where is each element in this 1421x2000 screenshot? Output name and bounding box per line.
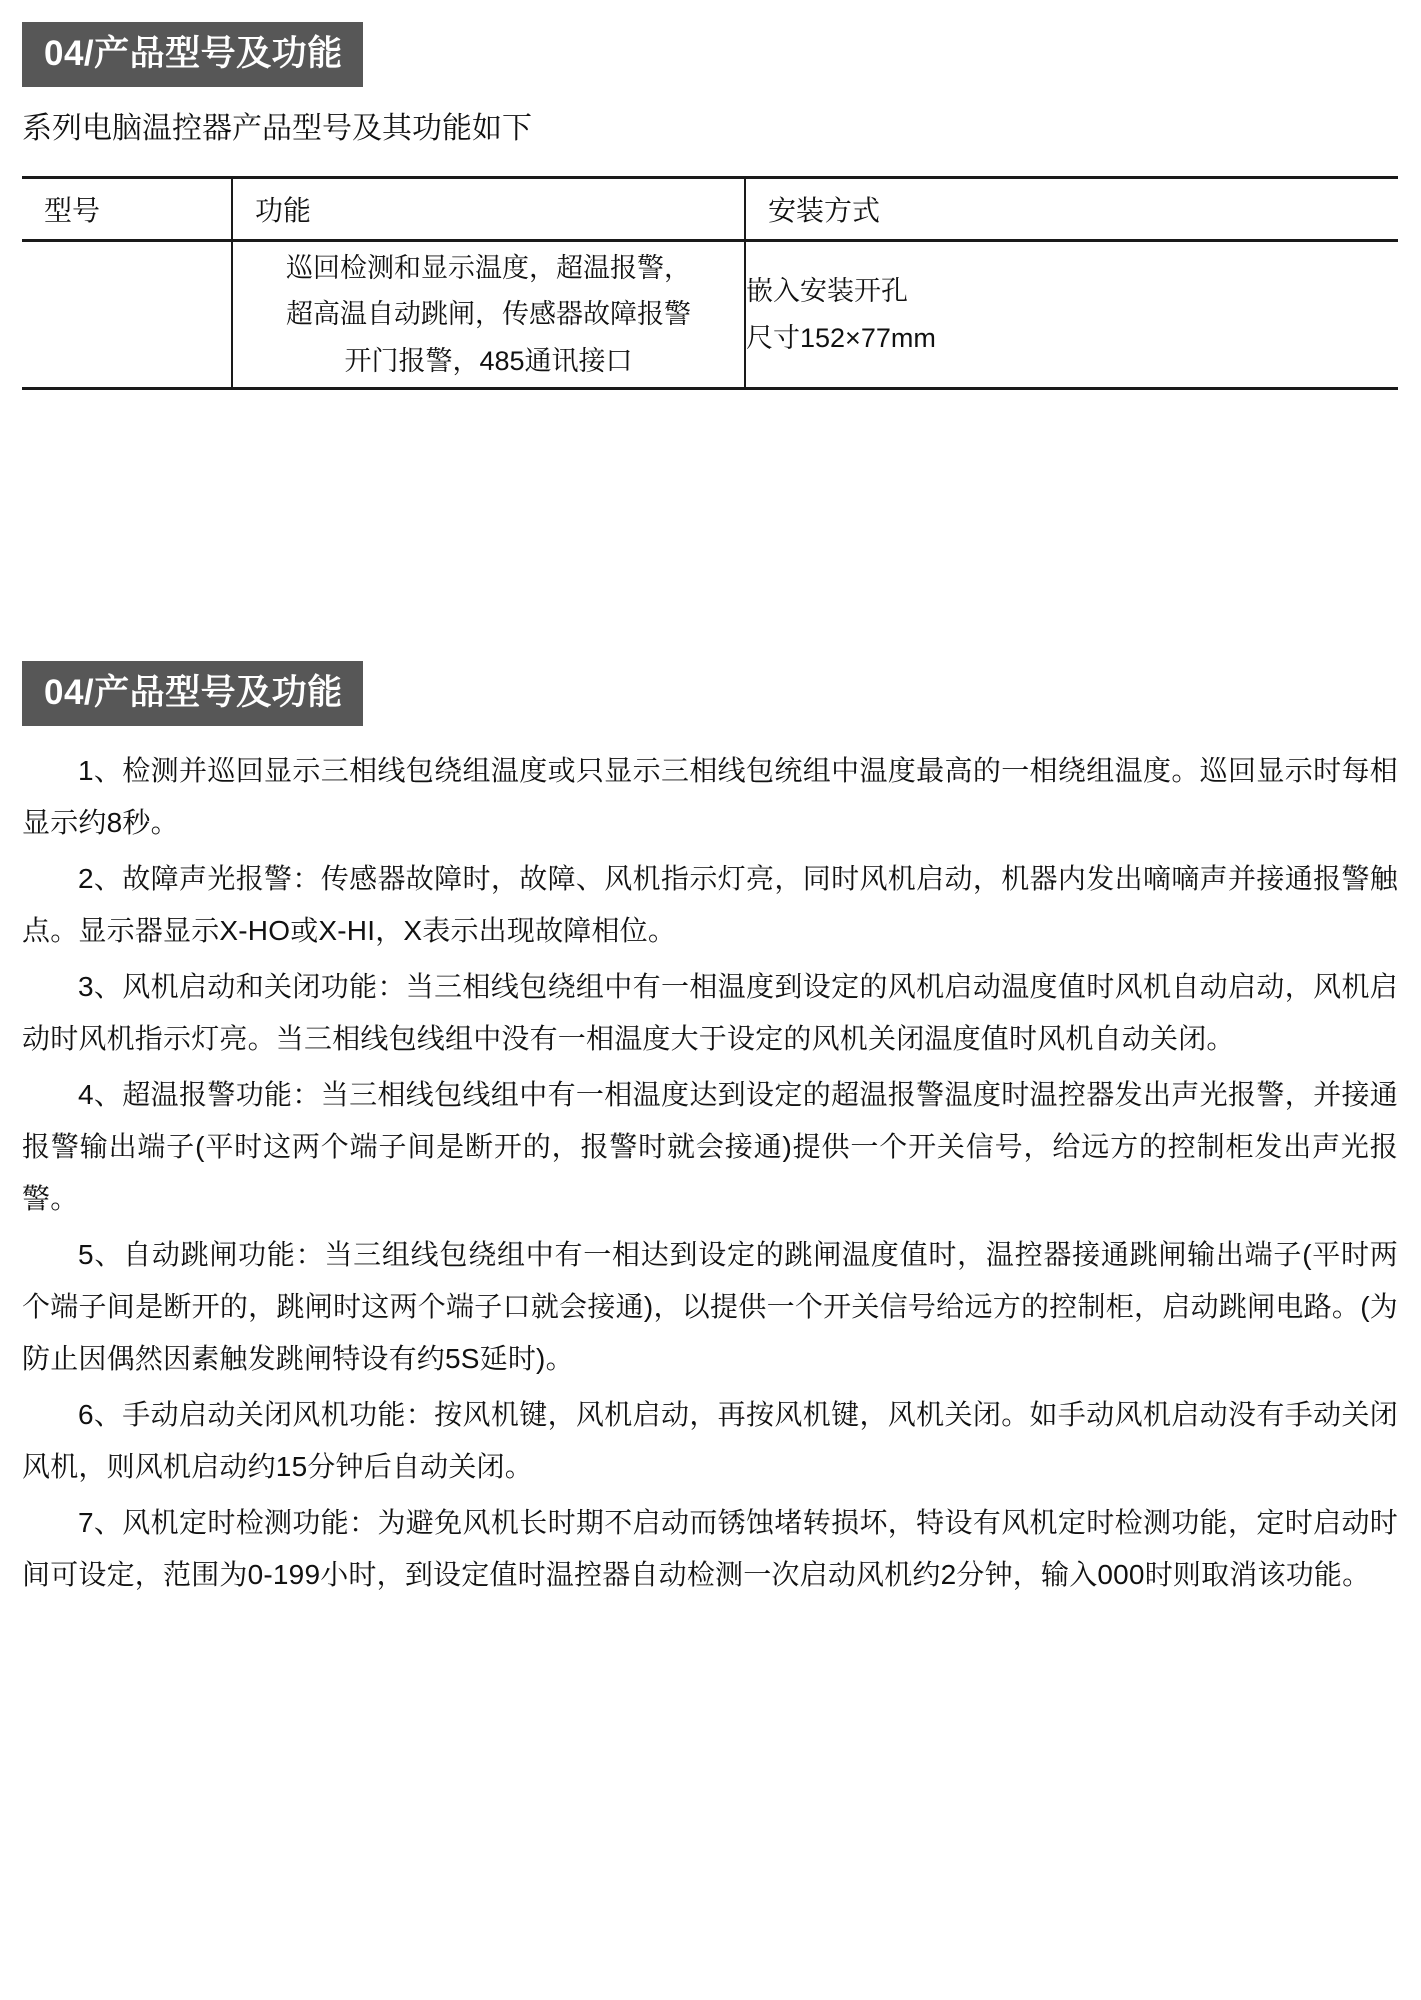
table-body: [22, 241, 1398, 389]
product-spec-table: [22, 176, 1398, 390]
feature-item-4: 4、超温报警功能：当三相线包线组中有一相温度达到设定的超温报警温度时温控器发出声光报警，并接通报警输出端子(平时这两个端子间是断开的，报警时就会接通)提供一个开关信号，给远方的控制柜发出声光报警。: [22, 1079, 1398, 1214]
column-header-mounting: 安装方式: [745, 178, 1398, 241]
mounting-line: 嵌入安装开孔: [746, 276, 908, 307]
feature-description-list: [22, 745, 1398, 1605]
feature-item-6: 6、手动启动关闭风机功能：按风机键，风机启动，再按风机键，风机关闭。如手动风机启动没有手动关闭风机，则风机启动约15分钟后自动关闭。: [22, 1399, 1398, 1482]
mounting-line: 尺寸152×77mm: [746, 322, 936, 353]
table-header-row: [22, 178, 1398, 241]
feature-item-1: 1、检测并巡回显示三相线包绕组温度或只显示三相线包统组中温度最高的一相绕组温度。巡回显示时每相显示约8秒。: [22, 755, 1398, 838]
section-intro-text: 系列电脑温控器产品型号及其功能如下: [22, 112, 532, 145]
feature-item-3: 3、风机启动和关闭功能：当三相线包绕组中有一相温度到设定的风机启动温度值时风机自动启动，风机启动时风机指示灯亮。当三相线包线组中没有一相温度大于设定的风机关闭温度值时风机自动关闭。: [22, 971, 1398, 1054]
table-row: [22, 241, 1398, 389]
cell-model-value: [22, 241, 232, 389]
section-banner-product-models-2: 04/产品型号及功能: [22, 661, 363, 726]
column-header-function: 功能: [232, 178, 745, 241]
feature-item-7: 7、风机定时检测功能：为避免风机长时期不启动而锈蚀堵转损坏，特设有风机定时检测功能，定时启动时间可设定，范围为0-199小时，到设定值时温控器自动检测一次启动风机约2分钟，输入000时则取消该功能。: [22, 1507, 1398, 1590]
feature-item-2: 2、故障声光报警：传感器故障时，故障、风机指示灯亮，同时风机启动，机器内发出嘀嘀声并接通报警触点。显示器显示X-HO或X-HI，X表示出现故障相位。: [22, 863, 1398, 946]
function-line: 巡回检测和显示温度，超温报警，: [286, 252, 691, 283]
function-line: 超高温自动跳闸，传感器故障报警: [286, 299, 691, 330]
cell-function-value: [232, 241, 745, 389]
feature-item-5: 5、自动跳闸功能：当三组线包绕组中有一相达到设定的跳闸温度值时，温控器接通跳闸输出端子(平时两个端子间是断开的，跳闸时这两个端子口就会接通)，以提供一个开关信号给远方的控制柜，启动跳闸电路。(为防止因偶然因素触发跳闸特设有约5S延时)。: [22, 1239, 1398, 1374]
section-banner-product-models-1: 04/产品型号及功能: [22, 22, 363, 87]
function-line: 开门报警，485通讯接口: [344, 345, 633, 376]
table-header: [22, 178, 1398, 241]
column-header-model: 型号: [22, 178, 232, 241]
cell-mounting-value: [745, 241, 1398, 389]
